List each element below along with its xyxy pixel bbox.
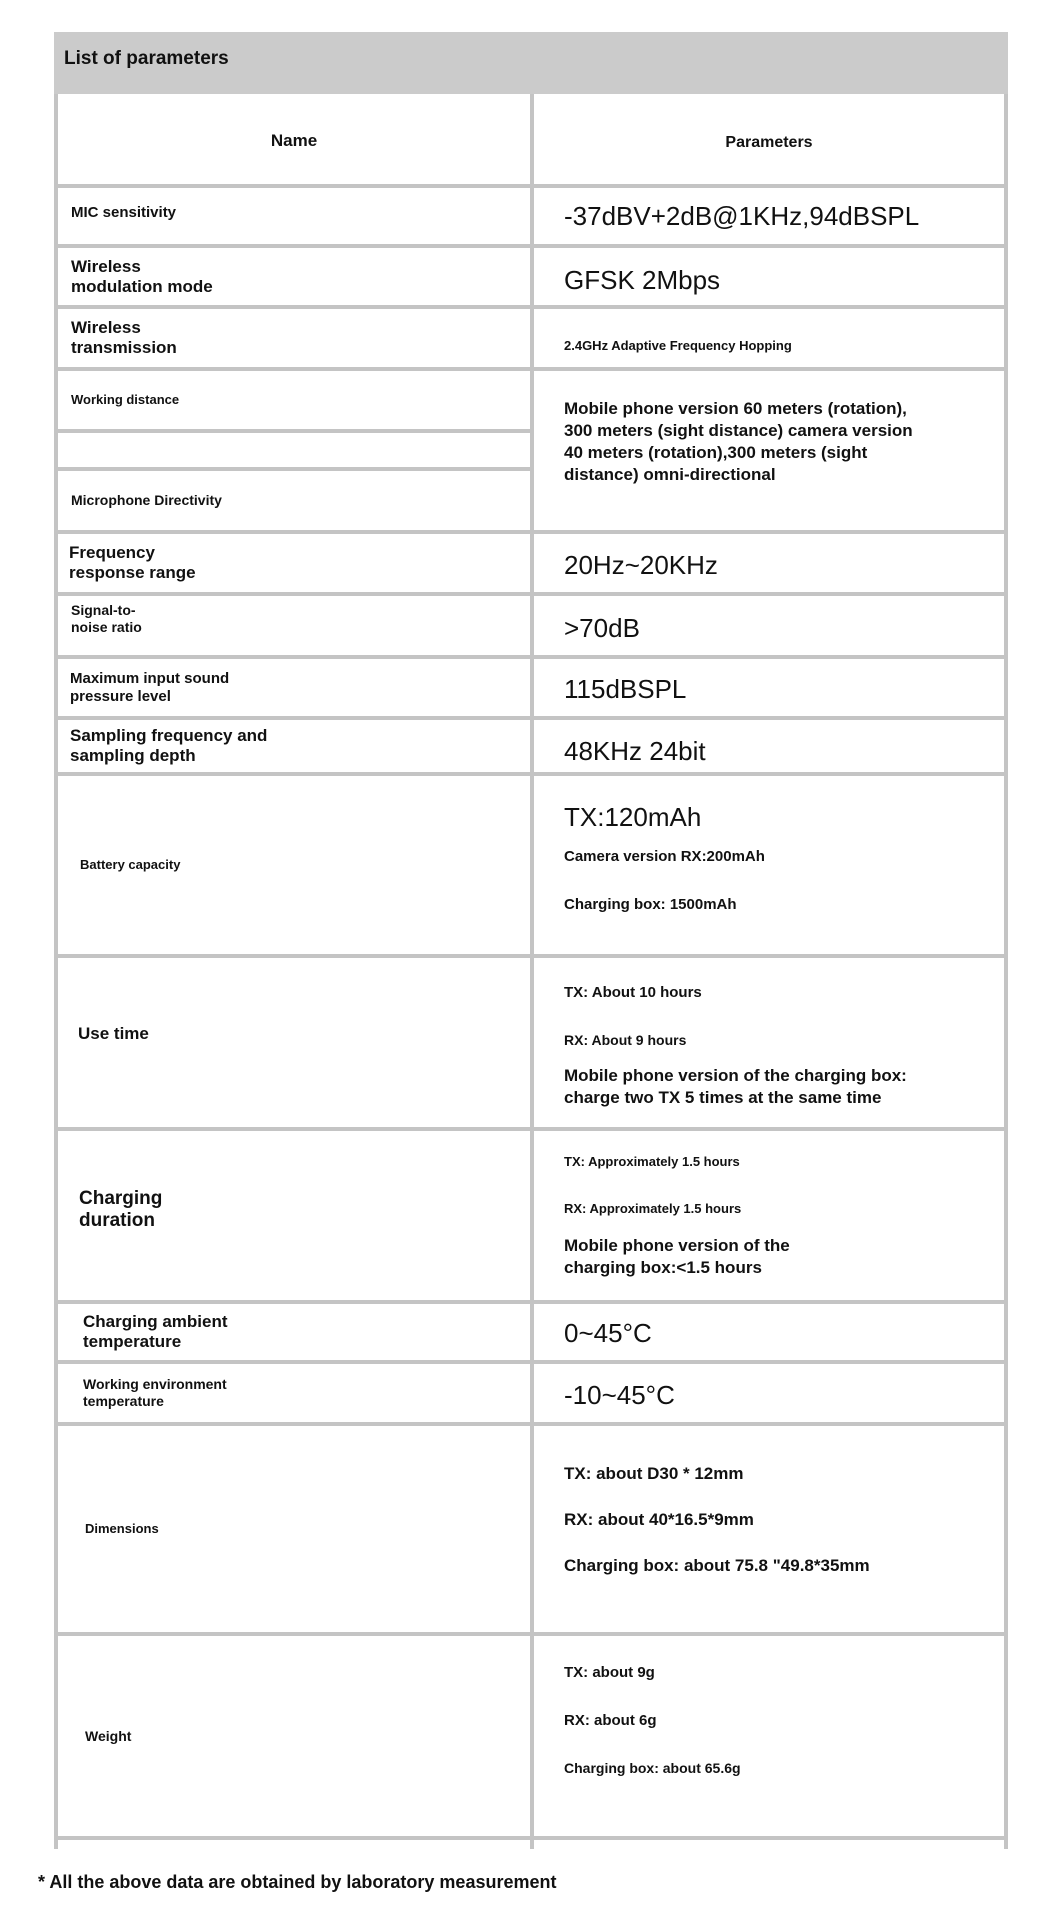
param-value-line: RX: Approximately 1.5 hours (564, 1201, 742, 1216)
param-name-text: pressure level (70, 687, 171, 705)
param-value-distance-directivity (564, 398, 1004, 496)
param-name-text: temperature (83, 1393, 164, 1409)
param-name-text: modulation mode (71, 276, 213, 296)
param-value-charging-duration (564, 1154, 1004, 1284)
param-name-text: Maximum input sound (70, 669, 230, 687)
param-value-line: TX: About 10 hours (564, 984, 702, 1001)
param-value-signal-to-noise (564, 601, 1004, 655)
param-name-text: Dimensions (85, 1521, 159, 1536)
param-value-text: 20Hz~20KHz (564, 549, 718, 580)
param-value-dimensions (564, 1464, 1004, 1594)
param-value-line: TX: Approximately 1.5 hours (564, 1154, 740, 1169)
param-name-microphone-directivity (71, 471, 526, 530)
page-title: List of parameters (54, 32, 1008, 94)
column-divider (530, 94, 534, 1849)
param-value-line: TX: about 9g (564, 1664, 655, 1681)
param-name-text: Signal-to- (71, 602, 136, 618)
param-name-text: Frequency (69, 543, 155, 562)
param-value-charging-temperature (564, 1306, 1004, 1360)
param-name-text: temperature (83, 1332, 182, 1351)
param-value-line: RX: about 6g (564, 1712, 657, 1729)
param-value-text: 2.4GHz Adaptive Frequency Hopping (564, 338, 792, 353)
param-name-text: Charging ambient (83, 1312, 228, 1331)
row-divider (54, 429, 530, 433)
param-value-text: 0~45°C (564, 1317, 652, 1348)
param-name-modulation-mode (71, 248, 526, 305)
param-value-mic-sensitivity (564, 188, 1004, 244)
param-name-mic-sensitivity (71, 188, 526, 238)
param-name-use-time (78, 1010, 526, 1058)
param-name-charging-duration (79, 1180, 526, 1240)
column-header-name-label: Name (270, 131, 318, 150)
param-value-line: Mobile phone version of the charging box: (564, 1066, 907, 1085)
param-name-max-input-spl (70, 659, 526, 716)
param-name-charging-temperature (83, 1304, 526, 1360)
param-name-text: Weight (85, 1727, 132, 1744)
param-name-text: response range (69, 563, 196, 582)
param-name-text: Use time (78, 1024, 149, 1043)
param-name-weight (85, 1636, 526, 1836)
param-name-text: Microphone Directivity (71, 492, 222, 508)
param-name-signal-to-noise (71, 596, 526, 642)
param-value-sampling (564, 726, 1004, 776)
param-value-modulation-mode (564, 254, 1004, 306)
param-value-line: Charging box: about 65.6g (564, 1760, 741, 1776)
row-divider (54, 954, 1008, 958)
param-value-line: charging box:<1.5 hours (564, 1258, 762, 1277)
param-name-working-distance (71, 371, 526, 429)
param-value-line: 40 meters (rotation),300 meters (sight (564, 443, 868, 462)
param-value-max-input-spl (564, 662, 1004, 716)
param-name-text: Working distance (71, 392, 180, 407)
param-value-working-temperature (564, 1368, 1004, 1422)
param-value-line: RX: About 9 hours (564, 1032, 687, 1048)
param-name-text: MIC sensitivity (71, 204, 177, 221)
param-value-use-time (564, 984, 1004, 1114)
param-value-line: TX: about D30 * 12mm (564, 1464, 744, 1483)
param-value-line: 300 meters (sight distance) camera version (564, 421, 913, 440)
param-value-line: Charging box: 1500mAh (564, 896, 737, 913)
param-value-line: Charging box: about 75.8 "49.8*35mm (564, 1556, 870, 1575)
param-name-text: Wireless (71, 318, 141, 337)
param-name-frequency-response (69, 534, 526, 592)
param-name-working-temperature (83, 1364, 526, 1422)
param-value-weight (564, 1664, 1004, 1784)
param-name-dimensions (85, 1426, 526, 1632)
table-border-right (1004, 94, 1008, 1849)
param-name-text: transmission (71, 338, 177, 357)
param-value-wireless-transmission (564, 326, 1004, 366)
param-value-line: RX: about 40*16.5*9mm (564, 1510, 754, 1529)
param-name-wireless-transmission (71, 309, 526, 367)
param-name-text: noise ratio (71, 619, 142, 635)
param-value-text: GFSK 2Mbps (564, 264, 721, 295)
param-value-line: Camera version RX:200mAh (564, 848, 765, 865)
column-header-parameters-label: Parameters (725, 134, 813, 151)
param-name-text: Sampling frequency and (70, 726, 268, 745)
column-header-name (58, 98, 530, 184)
footnote: * All the above data are obtained by laboratory measurement (38, 1872, 557, 1892)
param-value-line: Mobile phone version of the (564, 1236, 790, 1255)
param-value-line: Mobile phone version 60 meters (rotation), (564, 399, 907, 418)
table-border-left (54, 94, 58, 1849)
param-name-battery-capacity (80, 776, 526, 954)
param-value-line: distance) omni-directional (564, 465, 776, 484)
param-value-line: TX:120mAh (564, 802, 702, 832)
param-value-text: 115dBSPL (564, 673, 687, 704)
param-name-text: Battery capacity (80, 857, 181, 872)
param-name-text: sampling depth (70, 746, 196, 765)
param-name-text: Charging (79, 1188, 163, 1209)
param-value-frequency-response (564, 538, 1004, 592)
param-value-text: -37dBV+2dB@1KHz,94dBSPL (564, 200, 920, 231)
param-name-text: Working environment (83, 1376, 227, 1392)
param-value-line: charge two TX 5 times at the same time (564, 1088, 882, 1107)
param-value-text: >70dB (564, 612, 640, 643)
param-name-sampling (70, 720, 526, 772)
param-name-text: duration (79, 1210, 155, 1231)
param-name-text: Wireless (71, 256, 141, 276)
param-value-battery-capacity (564, 800, 1004, 930)
param-value-text: -10~45°C (564, 1379, 675, 1410)
table-border-bottom (54, 1836, 1008, 1840)
row-divider (54, 1127, 1008, 1131)
param-value-text: 48KHz 24bit (564, 735, 706, 766)
column-header-parameters (534, 98, 1004, 188)
